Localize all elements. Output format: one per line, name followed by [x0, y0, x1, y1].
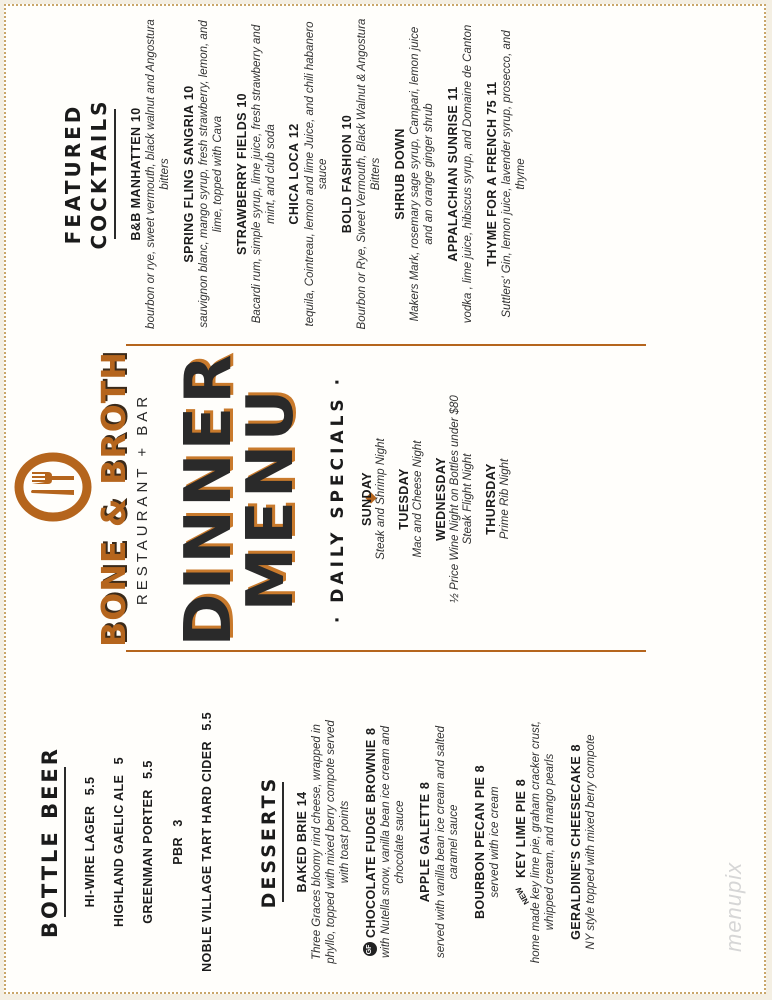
cocktail-desc: tequila, Cointreau, lemon and lime Juice, and chili habanero sauce	[303, 21, 330, 327]
cocktail-name: STRAWBERRY FIELDS	[234, 112, 249, 256]
dessert-desc: served with ice cream	[489, 786, 502, 898]
specials-list	[360, 348, 513, 650]
cocktail-item	[443, 16, 476, 332]
cocktail-item	[284, 16, 331, 332]
dessert-price: 14	[295, 791, 309, 807]
cocktails-underline	[114, 109, 116, 239]
restaurant-name: BONE & BROTH	[94, 351, 133, 647]
dessert-price: 8	[363, 727, 378, 735]
beer-price: 5.5	[199, 712, 214, 731]
dessert-price: 8	[418, 781, 433, 790]
cocktail-price: 10	[234, 92, 249, 108]
cocktails-list	[126, 16, 528, 332]
cocktail-name: SPRING FLING SANGRIA	[181, 104, 196, 263]
dessert-name: BAKED BRIE	[295, 810, 309, 893]
bottle-beer-title: BOTTLE BEER	[38, 746, 62, 938]
dessert-desc: Three Graces bloomy rind cheese, wrapped in phyllo, topped with mixed berry compote served with toast points	[311, 720, 351, 964]
new-badge: NEW	[514, 885, 532, 907]
cocktail-desc: Bacardi rum, simple syrup, lime juice, fresh strawberry and mint, and club soda	[250, 24, 277, 324]
beer-price: 5.5	[141, 760, 156, 779]
daily-specials-title	[328, 348, 348, 650]
dessert-item	[511, 712, 558, 972]
logo-fork	[32, 472, 74, 484]
desserts-underline	[282, 782, 284, 902]
menu-page	[4, 4, 766, 994]
cocktail-item	[482, 16, 529, 332]
menu-title	[172, 348, 308, 650]
cocktail-desc: Bourbon or Rye, Sweet Vermouth, Black Walnut & Angostura Bitters	[356, 18, 383, 330]
dessert-desc: home made key lime pie, graham cracker crust, whipped cream, and mango pearls	[530, 720, 557, 964]
logo	[14, 348, 154, 650]
beer-item	[197, 712, 216, 972]
title-bullet: ·	[328, 374, 348, 396]
special-day: SUNDAY	[360, 471, 374, 527]
dessert-desc: with Nutella snow, vanilla bean ice cream and chocolate sauce	[379, 725, 406, 959]
beer-name: HI-WIRE LAGER	[83, 805, 97, 908]
special-item	[397, 348, 426, 650]
special-day: WEDNESDAY	[433, 457, 448, 541]
cocktail-desc: bourbon or rye, sweet vermouth, black walnut and Angostura bitters	[145, 19, 171, 329]
special-desc: Steak and Shrimp Night	[375, 438, 387, 560]
special-desc: Mac and Cheese Night	[411, 440, 424, 558]
special-item	[484, 348, 513, 650]
dessert-item	[292, 712, 353, 972]
desserts-title: DESSERTS	[258, 775, 280, 909]
menu-title-line2: MENU	[234, 386, 308, 612]
cocktail-price: 10	[340, 114, 355, 130]
cocktail-desc: Makers Mark, rosemary sage syrup, Campari, lemon juice and an orange ginger shrub	[409, 26, 435, 322]
daily-specials-section	[328, 348, 513, 650]
dessert-desc: NY style topped with mixed berry compote	[585, 734, 598, 950]
cocktails-section	[60, 16, 528, 332]
cocktails-title	[60, 16, 112, 332]
special-item	[360, 348, 389, 650]
special-day: TUESDAY	[396, 468, 411, 530]
logo-knife	[31, 490, 74, 495]
dessert-name: GERALDINE'S CHEESECAKE	[568, 755, 583, 940]
dessert-price: 8	[568, 744, 583, 752]
special-desc-2: Steak Flight Night	[462, 453, 475, 545]
gluten-free-badge: GF	[363, 942, 377, 956]
dessert-item	[470, 712, 503, 972]
logo-ring	[19, 457, 87, 517]
menu-title-line1: DINNER	[172, 351, 246, 647]
fork-knife-icon	[14, 452, 92, 522]
desserts-section	[258, 712, 599, 972]
cocktail-desc: Suttlers' Gin, lemon juice, lavender syrup, prosecco, and thyme	[500, 30, 527, 318]
right-divider	[126, 344, 646, 346]
cocktail-price: 11	[484, 81, 499, 96]
cocktail-price: 10	[129, 107, 143, 123]
cocktail-name: THYME FOR A FRENCH 75	[484, 99, 499, 267]
bottle-beer-underline	[64, 767, 66, 917]
menu-canvas	[6, 6, 764, 992]
dessert-item	[566, 712, 599, 972]
cocktail-name: B&B MANHATTEN	[129, 126, 143, 241]
left-divider	[126, 650, 646, 652]
dessert-item	[361, 712, 408, 972]
beer-price: 5	[112, 756, 127, 765]
dessert-item	[415, 712, 462, 972]
desserts-list	[292, 712, 599, 972]
cocktail-price: 10	[181, 85, 196, 101]
cocktails-title-line1: FEATURED	[61, 103, 85, 245]
dessert-name: BOURBON PECAN PIE	[473, 776, 488, 920]
left-column	[6, 702, 764, 992]
beer-item	[109, 712, 128, 972]
beer-item	[168, 712, 187, 972]
special-day: THURSDAY	[484, 463, 499, 535]
special-desc: Prime Rib Night	[499, 458, 512, 540]
beer-item	[80, 712, 99, 972]
cocktail-name: BOLD FASHION	[340, 133, 355, 234]
cocktail-desc: sauvignon blanc, mango syrup, fresh strawberry, lemon, and lime, topped with Cava	[197, 20, 224, 328]
dessert-desc: served with vanilla bean ice cream and salted caramel sauce	[434, 725, 461, 959]
daily-specials-title-text: DAILY SPECIALS	[328, 395, 348, 603]
center-column	[6, 348, 764, 650]
beer-price: 3	[170, 819, 185, 827]
cocktail-price: 12	[287, 123, 302, 139]
beer-name: PBR	[170, 837, 185, 865]
restaurant-subtitle: RESTAURANT + BAR	[134, 392, 151, 606]
dessert-name: CHOCOLATE FUDGE BROWNIE	[363, 739, 378, 938]
right-column	[6, 12, 764, 342]
beer-name: HIGHLAND GAELIC ALE	[112, 774, 127, 928]
bottle-beer-list	[80, 712, 216, 972]
bottle-beer-section	[38, 712, 226, 972]
cocktail-name: APPALACHIAN SUNRISE	[445, 104, 460, 262]
title-bullet: ·	[328, 602, 348, 624]
menupix-watermark: menupix	[721, 861, 746, 952]
cocktail-item	[126, 16, 173, 332]
dessert-price: 8	[473, 764, 488, 773]
dessert-name: APPLE GALETTE	[418, 793, 433, 903]
beer-name: NOBLE VILLAGE TART HARD CIDER	[199, 741, 214, 972]
dessert-name: KEY LIME PIE	[514, 790, 529, 878]
cocktail-price: 11	[445, 86, 460, 101]
beer-name: GREENMAN PORTER	[141, 789, 156, 924]
beer-price: 5.5	[83, 776, 97, 796]
cocktail-item	[390, 16, 437, 332]
special-desc: ½ Price Wine Night on Bottles under $80	[448, 395, 461, 603]
special-item	[434, 348, 477, 650]
dessert-price: 8	[514, 778, 529, 787]
cocktail-item	[337, 16, 384, 332]
cocktail-name: CHICA LOCA	[287, 142, 302, 225]
beer-item	[138, 712, 157, 972]
cocktail-name: SHRUB DOWN	[392, 128, 407, 220]
cocktails-title-line2: COCKTAILS	[87, 98, 111, 250]
cocktail-item	[232, 16, 279, 332]
cocktail-desc: vodka , lime juice, hibiscus syrup, and Domaine de Canton	[461, 24, 474, 324]
cocktail-item	[179, 16, 226, 332]
